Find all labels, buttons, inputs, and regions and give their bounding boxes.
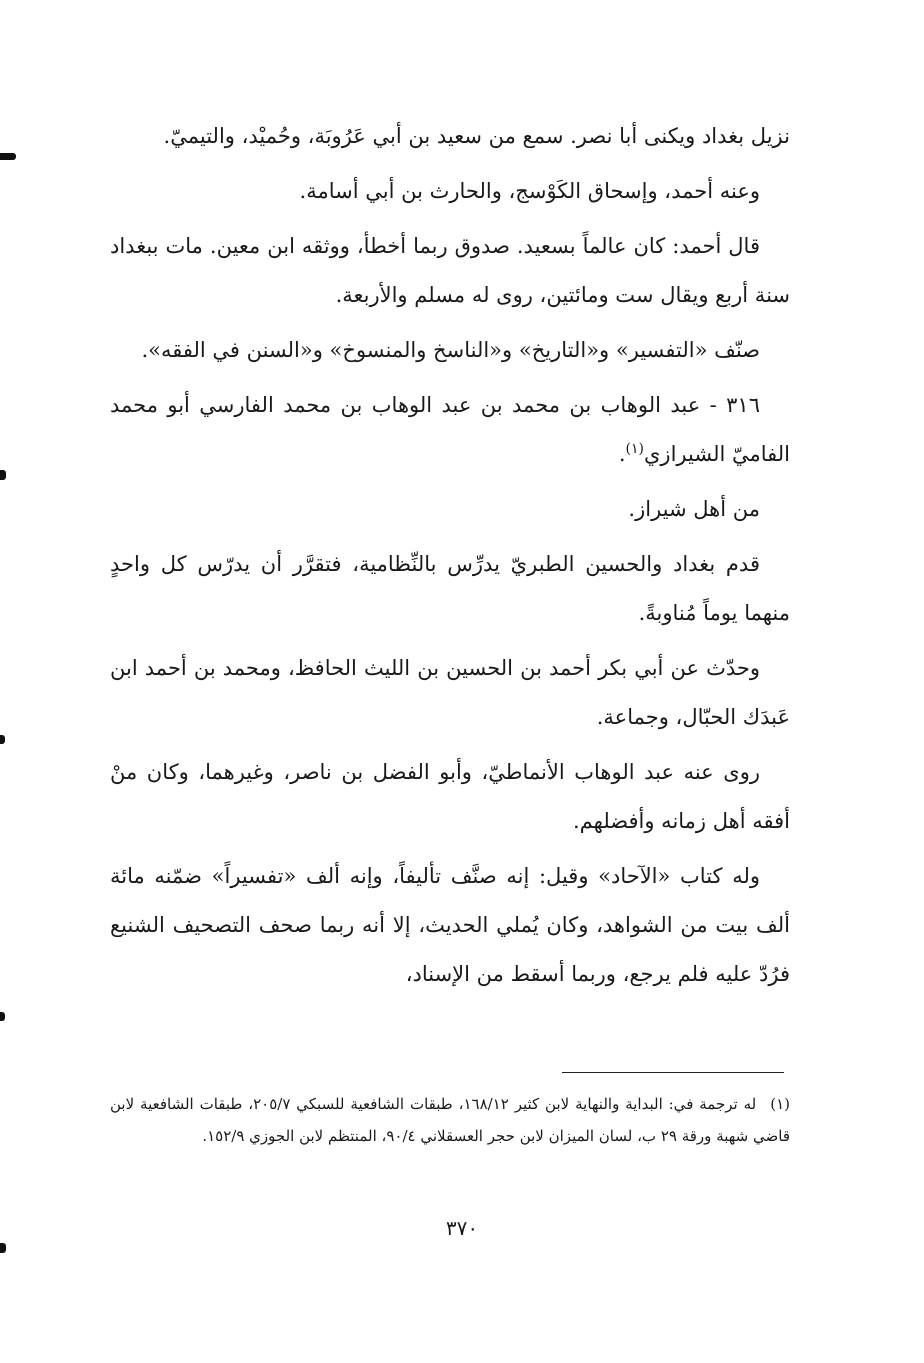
scan-edge-mark [0,153,16,160]
paragraph: وحدّث عن أبي بكر أحمد بن الحسين بن الليث الحافظ، ومحمد بن أحمد ابن عَبدَك الحبّال، وجماعة. [110,656,790,729]
paragraph: قال أحمد: كان عالماً بسعيد. صدوق ربما أخطأ، ووثقه ابن معين. مات ببغداد سنة أربع ويقال ست ومائتين، روى له مسلم والأربعة. [110,234,790,307]
footnote-number: (١) [770,1095,790,1113]
scan-edge-mark [0,1243,6,1253]
scan-edge-mark [0,735,5,744]
paragraph: صنّف «التفسير» و«التاريخ» و«الناسخ والمنسوخ» و«السنن في الفقه». [141,338,760,362]
footnote-divider [562,1072,784,1073]
page-body [110,112,790,1005]
paragraph: نزيل بغداد ويكنى أبا نصر. سمع من سعيد بن أبي عَرُوبَة، وحُميْد، والتيميّ. [163,124,790,148]
entry-heading-text: ٣١٦ - عبد الوهاب بن محمد بن عبد الوهاب بن محمد الفارسي أبو محمد الفاميّ الشيرازي [110,393,790,466]
footnote-reference: (١) [625,441,644,457]
paragraph: روى عنه عبد الوهاب الأنماطيّ، وأبو الفضل بن ناصر، وغيرهما، وكان منْ أفقه أهل زمانه وأفضلهم. [110,760,790,833]
paragraph: قدم بغداد والحسين الطبريّ يدرِّس بالنِّظامية، فتقرَّر أن يدرّس كل واحدٍ منهما يوماً مُناوبةً. [110,552,790,625]
paragraph: من أهل شيراز. [628,497,760,521]
paragraph: وله كتاب «الآحاد» وقيل: إنه صنَّف تأليفاً، وإنه ألف «تفسيراً» ضمّنه مائة ألف بيت من الشواهد، وكان يُملي الحديث، إلا أنه ربما صحف التصحيف الشنيع فرُدّ عليه فلم يرجع، وربما أسقط من الإسناد، [110,864,790,986]
page-number: ٣٧٠ [445,1216,479,1240]
entry-heading-end: . [618,442,626,466]
footnotes [110,1088,790,1152]
entry-heading [110,381,790,479]
footnote-text: له ترجمة في: البداية والنهاية لابن كثير ١٦٨/١٢، طبقات الشافعية للسبكي ٢٠٥/٧، طبقات الشافعية لابن قاضي شهبة ورقة ٢٩ ب، لسان الميزان لابن حجر العسقلاني ٩٠/٤، المنتظم لابن الجوزي ١٥٢/٩. [110,1095,790,1145]
scan-edge-mark [0,470,6,480]
paragraph: وعنه أحمد، وإسحاق الكَوْسج، والحارث بن أبي أسامة. [299,179,760,203]
scan-edge-mark [0,1012,5,1021]
